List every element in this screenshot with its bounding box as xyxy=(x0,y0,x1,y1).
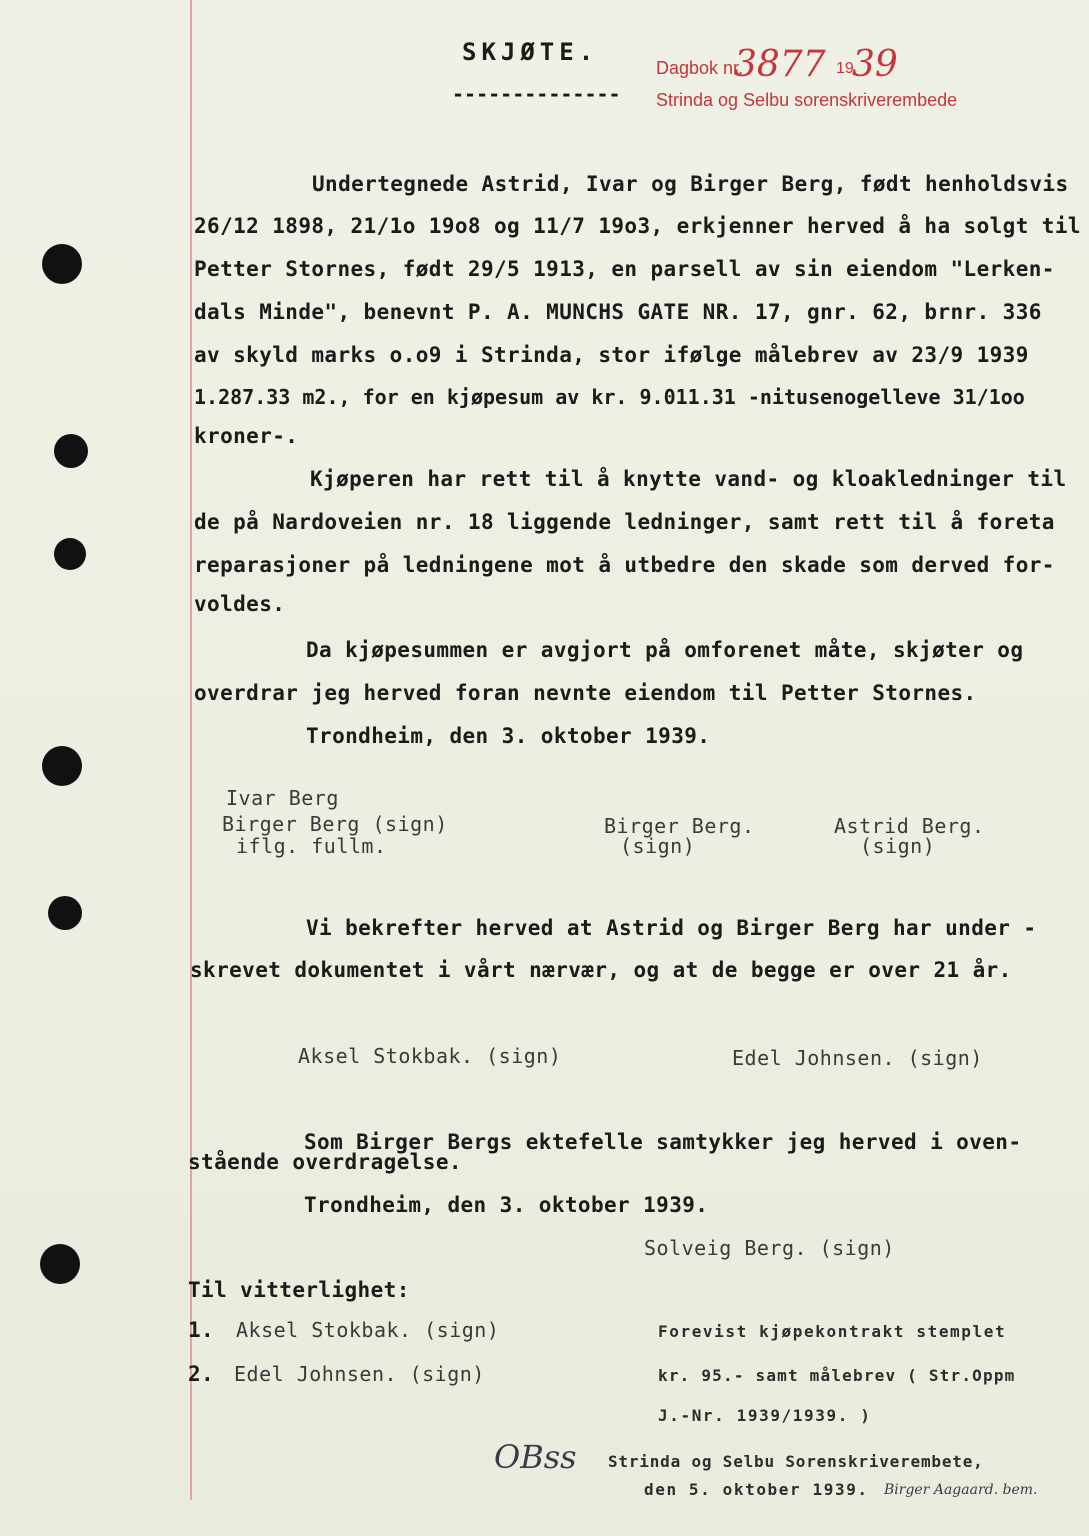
text-line: Da kjøpesummen er avgjort på omforenet måte, skjøter og xyxy=(306,638,1024,662)
text-line: Undertegnede Astrid, Ivar og Birger Berg, født henholdsvis xyxy=(312,172,1069,196)
stamp-dagbok-label: Dagbok nr. xyxy=(656,58,744,78)
text-line: Som Birger Bergs ektefelle samtykker jeg herved i oven- xyxy=(304,1130,1022,1154)
place-date: Trondheim, den 3. oktober 1939. xyxy=(306,724,711,748)
punch-hole xyxy=(40,1244,80,1284)
signature-line: iflg. fullm. xyxy=(236,834,387,858)
document-title: SKJØTE. xyxy=(462,38,599,66)
stamp-office: Strinda og Selbu sorenskriverembede xyxy=(656,90,958,110)
signature-line: Ivar Berg xyxy=(226,786,339,810)
spouse-signature: Solveig Berg. (sign) xyxy=(644,1236,895,1260)
signature-line: Birger Berg (sign) xyxy=(222,812,448,836)
attestation-witness: Aksel Stokbak. (sign) xyxy=(236,1318,500,1342)
registration-line: Strinda og Selbu Sorenskriverembete, xyxy=(608,1452,984,1471)
attestation-witness: Edel Johnsen. (sign) xyxy=(234,1362,485,1386)
text-line: dals Minde", benevnt P. A. MUNCHS GATE NR. 17, gnr. 62, brnr. 336 xyxy=(194,300,1042,324)
registrar-initials: OBss xyxy=(494,1438,577,1476)
text-line: kroner-. xyxy=(194,424,299,448)
signature-line: Astrid Berg. xyxy=(834,814,985,838)
text-line: stående overdragelse. xyxy=(188,1150,462,1174)
text-line: Vi bekrefter herved at Astrid og Birger Berg har under - xyxy=(306,916,1037,940)
punch-hole xyxy=(48,896,82,930)
side-note-line: J.-Nr. 1939/1939. ) xyxy=(658,1406,872,1425)
registrar-signature: Birger Aagaard. bem. xyxy=(884,1482,1038,1498)
text-line: skrevet dokumentet i vårt nærvær, og at de begge er over 21 år. xyxy=(190,958,1012,982)
side-note-line: kr. 95.- samt målebrev ( Str.Oppm xyxy=(658,1366,1016,1385)
signature-line: (sign) xyxy=(860,834,936,858)
text-line: 1.287.33 m2., for en kjøpesum av kr. 9.011.31 -nitusenogelleve 31/1oo xyxy=(194,385,1025,409)
stamp-year-prefix: 19 xyxy=(836,60,854,77)
signature-line: (sign) xyxy=(620,834,696,858)
title-underline: -------------- xyxy=(452,82,621,106)
text-line: 26/12 1898, 21/1o 19o8 og 11/7 19o3, erkjenner herved å ha solgt til xyxy=(194,214,1081,238)
text-line: Petter Stornes, født 29/5 1913, en parsell av sin eiendom "Lerken- xyxy=(194,257,1055,281)
text-line: overdrar jeg herved foran nevnte eiendom til Petter Stornes. xyxy=(194,681,977,705)
signature-line: Birger Berg. xyxy=(604,814,755,838)
stamp-year: 39 xyxy=(852,44,898,85)
punch-hole xyxy=(42,746,82,786)
text-line: voldes. xyxy=(194,592,286,616)
attestation-number: 2. xyxy=(188,1362,215,1386)
text-line: Kjøperen har rett til å knytte vand- og kloakledninger til xyxy=(310,467,1067,491)
attestation-heading: Til vitterlighet: xyxy=(188,1278,410,1302)
punch-hole xyxy=(54,538,86,570)
witness-signature: Aksel Stokbak. (sign) xyxy=(298,1044,562,1068)
margin-rule xyxy=(190,0,192,1500)
text-line: reparasjoner på ledningene mot å utbedre den skade som derved for- xyxy=(194,553,1055,577)
stamp-dagbok-number: 3877 xyxy=(734,44,826,85)
registration-line: den 5. oktober 1939. xyxy=(644,1480,869,1499)
punch-hole xyxy=(42,244,82,284)
text-line: de på Nardoveien nr. 18 liggende ledninger, samt rett til å foreta xyxy=(194,510,1055,534)
text-line: av skyld marks o.o9 i Strinda, stor ifølge målebrev av 23/9 1939 xyxy=(194,343,1029,367)
side-note-line: Forevist kjøpekontrakt stemplet xyxy=(658,1322,1007,1341)
witness-signature: Edel Johnsen. (sign) xyxy=(732,1046,983,1070)
punch-hole xyxy=(54,434,88,468)
attestation-number: 1. xyxy=(188,1318,215,1342)
place-date: Trondheim, den 3. oktober 1939. xyxy=(304,1193,709,1217)
